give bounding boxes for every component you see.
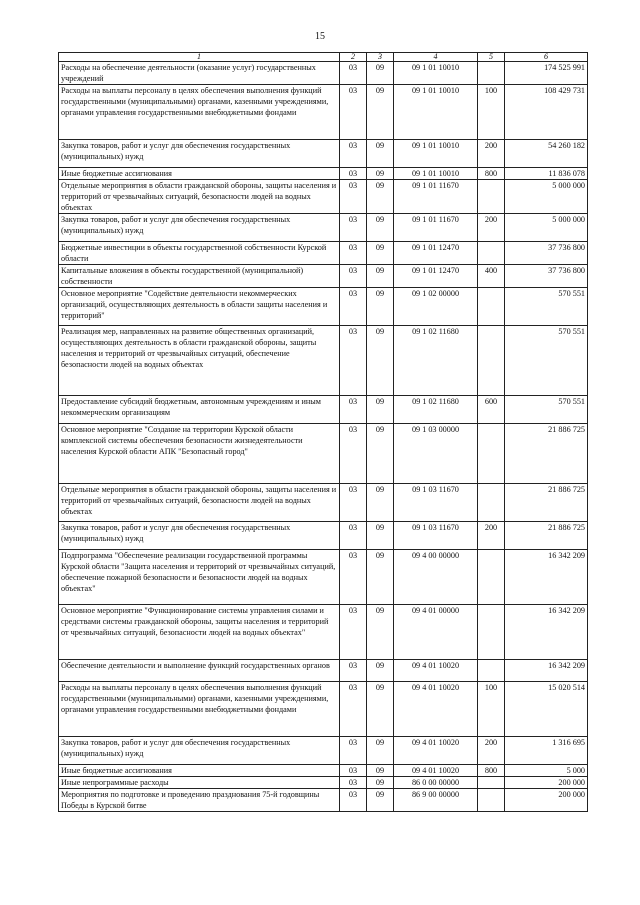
row-vr bbox=[478, 424, 505, 484]
row-pr: 09 bbox=[367, 424, 394, 484]
row-rz: 03 bbox=[340, 777, 367, 789]
row-pr: 09 bbox=[367, 242, 394, 265]
row-vr bbox=[478, 550, 505, 605]
row-csr: 09 4 01 10020 bbox=[394, 737, 478, 765]
row-rz: 03 bbox=[340, 140, 367, 168]
row-name: Отдельные мероприятия в области гражданской обороны, защиты населения и территорий от чрезвычайных ситуаций, безопасности людей на водных объектах bbox=[59, 180, 340, 214]
row-csr: 09 1 01 12470 bbox=[394, 265, 478, 288]
row-pr: 09 bbox=[367, 85, 394, 140]
row-pr: 09 bbox=[367, 660, 394, 682]
table-row bbox=[59, 85, 588, 140]
row-pr: 09 bbox=[367, 62, 394, 85]
row-rz: 03 bbox=[340, 168, 367, 180]
row-pr: 09 bbox=[367, 214, 394, 242]
row-name: Иные бюджетные ассигнования bbox=[59, 765, 340, 777]
row-amount: 21 886 725 bbox=[505, 522, 588, 550]
row-rz: 03 bbox=[340, 242, 367, 265]
table-row bbox=[59, 288, 588, 326]
row-csr: 09 1 03 00000 bbox=[394, 424, 478, 484]
row-pr: 09 bbox=[367, 550, 394, 605]
row-amount: 5 000 000 bbox=[505, 214, 588, 242]
row-amount: 570 551 bbox=[505, 396, 588, 424]
row-name: Иные непрограммные расходы bbox=[59, 777, 340, 789]
table-row bbox=[59, 214, 588, 242]
row-amount: 16 342 209 bbox=[505, 660, 588, 682]
row-amount: 11 836 078 bbox=[505, 168, 588, 180]
row-pr: 09 bbox=[367, 682, 394, 737]
table-row bbox=[59, 682, 588, 737]
row-name: Закупка товаров, работ и услуг для обеспечения государственных (муниципальных) нужд bbox=[59, 214, 340, 242]
row-name: Обеспечение деятельности и выполнение функций государственных органов bbox=[59, 660, 340, 682]
row-name: Капитальные вложения в объекты государственной (муниципальной) собственности bbox=[59, 265, 340, 288]
row-rz: 03 bbox=[340, 484, 367, 522]
table-row bbox=[59, 180, 588, 214]
row-vr: 400 bbox=[478, 265, 505, 288]
table-row bbox=[59, 777, 588, 789]
row-name: Бюджетные инвестиции в объекты государственной собственности Курской области bbox=[59, 242, 340, 265]
row-pr: 09 bbox=[367, 168, 394, 180]
table-row bbox=[59, 789, 588, 812]
row-csr: 86 0 00 00000 bbox=[394, 777, 478, 789]
row-vr: 200 bbox=[478, 140, 505, 168]
row-amount: 200 000 bbox=[505, 789, 588, 812]
row-amount: 1 316 695 bbox=[505, 737, 588, 765]
row-pr: 09 bbox=[367, 737, 394, 765]
row-pr: 09 bbox=[367, 265, 394, 288]
row-vr: 200 bbox=[478, 522, 505, 550]
row-rz: 03 bbox=[340, 288, 367, 326]
row-vr bbox=[478, 777, 505, 789]
header-cell: 4 bbox=[394, 53, 478, 62]
row-name: Основное мероприятие "Создание на территории Курской области комплексной системы обеспечения безопасности жизнедеятельности населения Курской области АПК "Безопасный город" bbox=[59, 424, 340, 484]
header-cell: 3 bbox=[367, 53, 394, 62]
row-rz: 03 bbox=[340, 765, 367, 777]
row-vr bbox=[478, 288, 505, 326]
row-amount: 37 736 800 bbox=[505, 242, 588, 265]
table-row bbox=[59, 242, 588, 265]
row-csr: 09 1 02 00000 bbox=[394, 288, 478, 326]
row-amount: 54 260 182 bbox=[505, 140, 588, 168]
row-vr bbox=[478, 242, 505, 265]
table-row bbox=[59, 140, 588, 168]
table-row bbox=[59, 326, 588, 396]
row-csr: 09 1 01 11670 bbox=[394, 180, 478, 214]
header-cell: 2 bbox=[340, 53, 367, 62]
row-pr: 09 bbox=[367, 288, 394, 326]
row-rz: 03 bbox=[340, 214, 367, 242]
header-row bbox=[59, 53, 588, 62]
row-csr: 09 1 01 10010 bbox=[394, 62, 478, 85]
row-csr: 09 1 01 10010 bbox=[394, 85, 478, 140]
row-name: Закупка товаров, работ и услуг для обеспечения государственных (муниципальных) нужд bbox=[59, 737, 340, 765]
row-rz: 03 bbox=[340, 789, 367, 812]
row-pr: 09 bbox=[367, 765, 394, 777]
table-row bbox=[59, 484, 588, 522]
row-csr: 09 1 01 10010 bbox=[394, 168, 478, 180]
row-name: Расходы на обеспечение деятельности (оказание услуг) государственных учреждений bbox=[59, 62, 340, 85]
header-cell: 5 bbox=[478, 53, 505, 62]
row-pr: 09 bbox=[367, 180, 394, 214]
table-row bbox=[59, 660, 588, 682]
row-csr: 09 1 01 10010 bbox=[394, 140, 478, 168]
row-rz: 03 bbox=[340, 660, 367, 682]
row-name: Основное мероприятие "Функционирование системы управления силами и средствами системы гражданской обороны, защиты населения и территорий от чрезвычайных ситуаций, безопасности людей на водных объектах" bbox=[59, 605, 340, 660]
row-name: Реализация мер, направленных на развитие общественных организаций, осуществляющих деятельность в области гражданской обороны, защиты населения и территорий от чрезвычайных ситуаций, обеспечение безопасности людей на водных объектах bbox=[59, 326, 340, 396]
table-row bbox=[59, 765, 588, 777]
row-rz: 03 bbox=[340, 522, 367, 550]
row-vr: 800 bbox=[478, 765, 505, 777]
row-csr: 09 4 01 00000 bbox=[394, 605, 478, 660]
row-amount: 16 342 209 bbox=[505, 550, 588, 605]
row-name: Расходы на выплаты персоналу в целях обеспечения выполнения функций государственными (муниципальными) органами, казенными учреждениями, органами управления государственными внебюджетными фондами bbox=[59, 682, 340, 737]
table-row bbox=[59, 424, 588, 484]
header-cell: 6 bbox=[505, 53, 588, 62]
budget-table bbox=[58, 52, 588, 812]
row-csr: 09 1 02 11680 bbox=[394, 326, 478, 396]
row-vr: 600 bbox=[478, 396, 505, 424]
row-amount: 21 886 725 bbox=[505, 424, 588, 484]
row-csr: 86 9 00 00000 bbox=[394, 789, 478, 812]
row-vr: 100 bbox=[478, 682, 505, 737]
row-amount: 174 525 991 bbox=[505, 62, 588, 85]
row-rz: 03 bbox=[340, 62, 367, 85]
row-vr: 800 bbox=[478, 168, 505, 180]
row-rz: 03 bbox=[340, 265, 367, 288]
row-rz: 03 bbox=[340, 682, 367, 737]
row-csr: 09 1 03 11670 bbox=[394, 522, 478, 550]
row-amount: 21 886 725 bbox=[505, 484, 588, 522]
row-rz: 03 bbox=[340, 180, 367, 214]
row-amount: 37 736 800 bbox=[505, 265, 588, 288]
row-amount: 108 429 731 bbox=[505, 85, 588, 140]
row-rz: 03 bbox=[340, 605, 367, 660]
row-vr: 200 bbox=[478, 214, 505, 242]
row-amount: 570 551 bbox=[505, 288, 588, 326]
row-name: Расходы на выплаты персоналу в целях обеспечения выполнения функций государственными (муниципальными) органами, казенными учреждениями, органами управления государственными внебюджетными фондами bbox=[59, 85, 340, 140]
row-pr: 09 bbox=[367, 484, 394, 522]
row-csr: 09 1 01 12470 bbox=[394, 242, 478, 265]
table-row bbox=[59, 605, 588, 660]
row-csr: 09 4 00 00000 bbox=[394, 550, 478, 605]
row-pr: 09 bbox=[367, 326, 394, 396]
row-rz: 03 bbox=[340, 550, 367, 605]
row-name: Закупка товаров, работ и услуг для обеспечения государственных (муниципальных) нужд bbox=[59, 140, 340, 168]
header-cell: 1 bbox=[59, 53, 340, 62]
row-pr: 09 bbox=[367, 396, 394, 424]
row-name: Отдельные мероприятия в области гражданской обороны, защиты населения и территорий от чрезвычайных ситуаций, безопасности людей на водных объектах bbox=[59, 484, 340, 522]
table-row bbox=[59, 522, 588, 550]
row-name: Основное мероприятие "Содействие деятельности некоммерческих организаций, осуществляющих деятельность в области защиты населения и территорий" bbox=[59, 288, 340, 326]
row-rz: 03 bbox=[340, 85, 367, 140]
row-csr: 09 4 01 10020 bbox=[394, 765, 478, 777]
row-vr bbox=[478, 789, 505, 812]
row-name: Иные бюджетные ассигнования bbox=[59, 168, 340, 180]
row-amount: 5 000 000 bbox=[505, 180, 588, 214]
row-amount: 570 551 bbox=[505, 326, 588, 396]
row-vr: 100 bbox=[478, 85, 505, 140]
row-vr bbox=[478, 180, 505, 214]
row-amount: 5 000 bbox=[505, 765, 588, 777]
row-csr: 09 4 01 10020 bbox=[394, 682, 478, 737]
row-vr: 200 bbox=[478, 737, 505, 765]
table-row bbox=[59, 265, 588, 288]
row-vr bbox=[478, 605, 505, 660]
row-vr bbox=[478, 660, 505, 682]
row-rz: 03 bbox=[340, 737, 367, 765]
row-pr: 09 bbox=[367, 605, 394, 660]
row-name: Мероприятия по подготовке и проведению празднования 75-й годовщины Победы в Курской битве bbox=[59, 789, 340, 812]
row-rz: 03 bbox=[340, 424, 367, 484]
row-csr: 09 4 01 10020 bbox=[394, 660, 478, 682]
row-csr: 09 1 01 11670 bbox=[394, 214, 478, 242]
row-amount: 16 342 209 bbox=[505, 605, 588, 660]
row-name: Предоставление субсидий бюджетным, автономным учреждениям и иным некоммерческим организациям bbox=[59, 396, 340, 424]
row-vr bbox=[478, 484, 505, 522]
row-amount: 200 000 bbox=[505, 777, 588, 789]
table-row bbox=[59, 168, 588, 180]
row-csr: 09 1 03 11670 bbox=[394, 484, 478, 522]
row-pr: 09 bbox=[367, 789, 394, 812]
table-row bbox=[59, 550, 588, 605]
table-row bbox=[59, 396, 588, 424]
row-rz: 03 bbox=[340, 396, 367, 424]
row-pr: 09 bbox=[367, 140, 394, 168]
row-rz: 03 bbox=[340, 326, 367, 396]
row-csr: 09 1 02 11680 bbox=[394, 396, 478, 424]
row-vr bbox=[478, 326, 505, 396]
row-vr bbox=[478, 62, 505, 85]
row-pr: 09 bbox=[367, 777, 394, 789]
row-amount: 15 020 514 bbox=[505, 682, 588, 737]
page-number: 15 bbox=[315, 31, 325, 42]
row-name: Подпрограмма "Обеспечение реализации государственной программы Курской области "Защита населения и территорий от чрезвычайных ситуаций, обеспечение пожарной безопасности и безопасности людей на водных объектах" bbox=[59, 550, 340, 605]
row-name: Закупка товаров, работ и услуг для обеспечения государственных (муниципальных) нужд bbox=[59, 522, 340, 550]
row-pr: 09 bbox=[367, 522, 394, 550]
table-row bbox=[59, 62, 588, 85]
table-row bbox=[59, 737, 588, 765]
